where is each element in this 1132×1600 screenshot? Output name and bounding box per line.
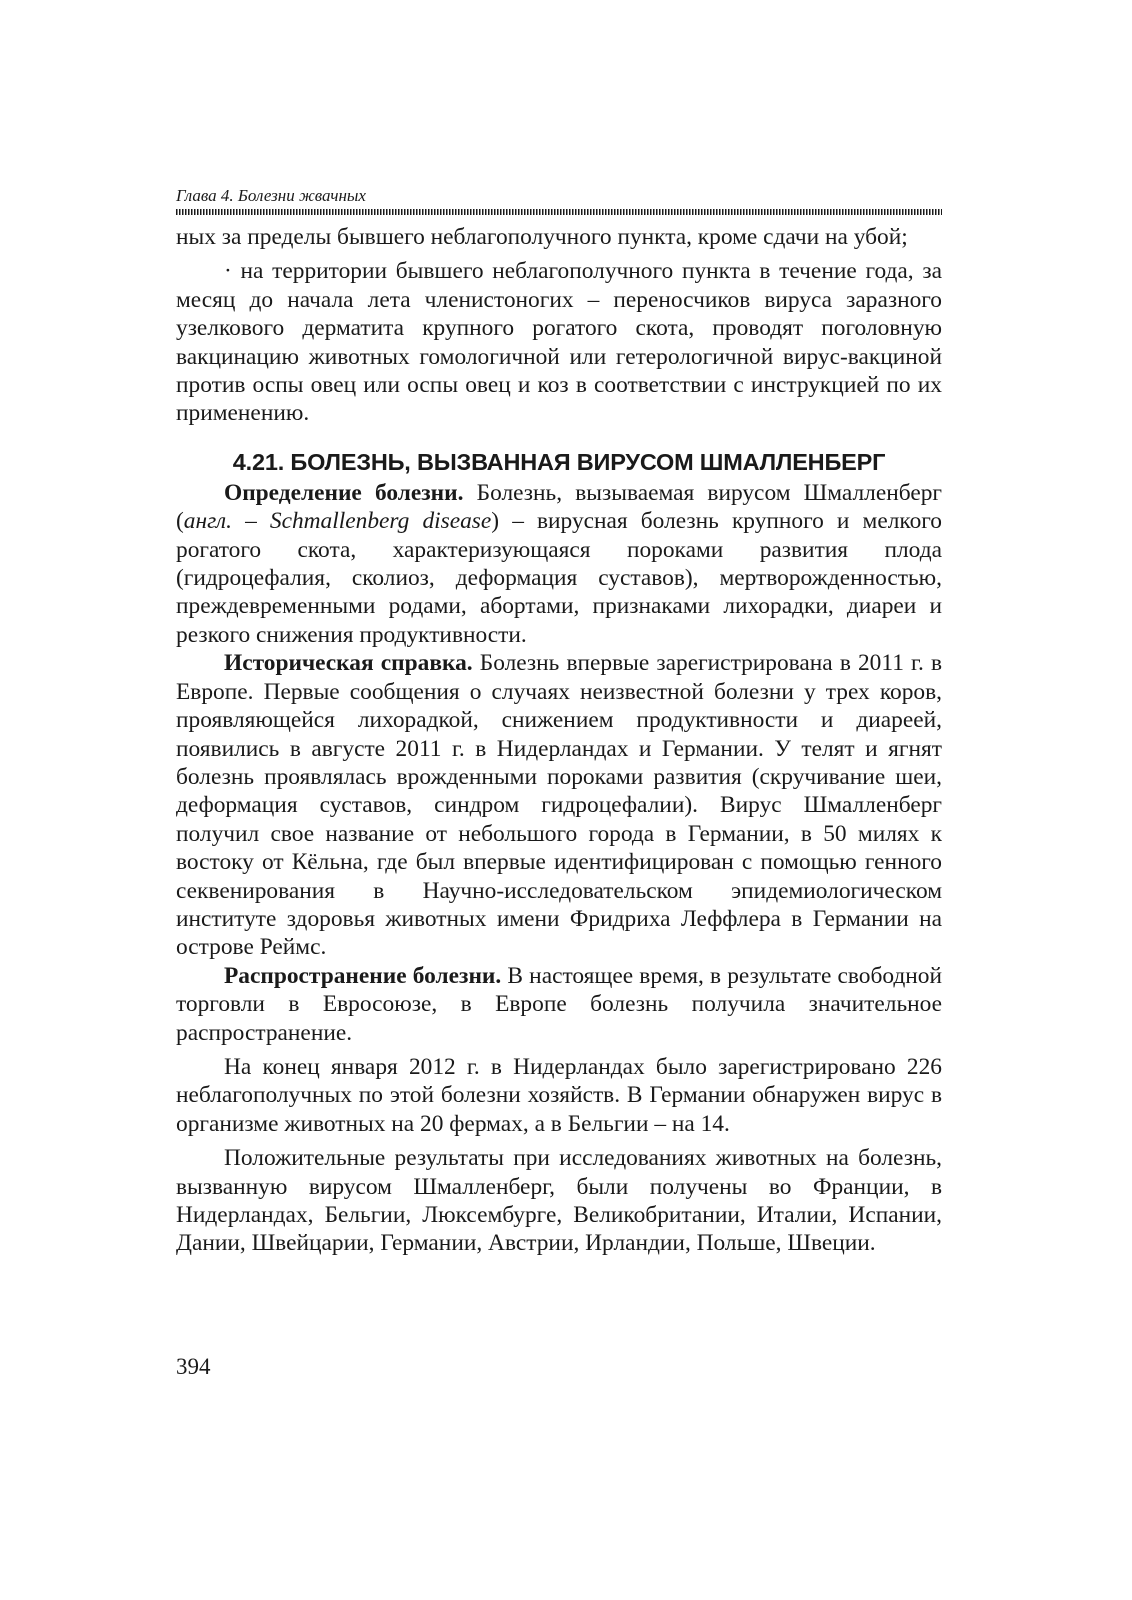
history-text: Болезнь впервые зарегистрирована в 2011 г. в Европе. Первые сообщения о случаях неизвестной болезни у трех коров, проявляющейся лихорадкой, снижением продуктивности и диареей, появились в августе 2011 г. в Нидерландах и Германии. У телят и ягнят болезнь проявлялась врожденными пороками развития (скручивание шеи, деформация суставов, синдром гидроцефалии). Вирус Шмалленберг получил свое название от небольшого города в Германии, в 50 милях к востоку от Кёльна, где был впервые идентифицирован с помощью генного секвенирования в Научно-исследовательском эпидемиологическом институте здоровья животных имени Фридриха Леффлера в Германии на острове Реймс. — [176, 650, 942, 961]
definition-term: Определение болезни. — [224, 479, 464, 506]
body-text — [176, 223, 942, 1258]
spread-text: В настоящее время, в результате свободной торговли в Евросоюзе, в Европе болезнь получила значительное распространение. — [176, 962, 942, 1046]
history-term: Историческая справка. — [224, 650, 473, 677]
paragraph-january-2012: На конец января 2012 г. в Нидерландах было зарегистрировано 226 неблагополучных по этой болезни хозяйств. В Германии обнаружен вирус в организме животных на 20 фермах, а в Бельгии – на 14. — [176, 1053, 942, 1137]
paragraph-spread — [176, 962, 942, 1047]
definition-text-3: ) – вирусная болезнь крупного и мелкого рогатого скота, характеризующаяся пороками развития плода (гидроцефалия, сколиоз, деформация суставов), мертворожденностью, преждевременными родами, абортами, признаками лихорадки, диареи и резкого снижения продуктивности. — [176, 508, 942, 648]
book-page — [176, 185, 942, 1258]
section-title: 4.21. БОЛЕЗНЬ, ВЫЗВАННАЯ ВИРУСОМ ШМАЛЛЕНБЕРГ — [232, 448, 886, 475]
definition-abbr: англ. — [183, 508, 232, 535]
paragraph-bullet-vaccination: · на территории бывшего неблагополучного пункта в течение года, за месяц до начала лета членистоногих – переносчиков вируса заразного узелкового дерматита крупного рогатого скота, проводят поголовную вакцинацию животных гомологичной или гетерологичной вирус-вакциной против оспы овец или оспы овец и коз в соответствии с инструкцией по их применению. — [176, 258, 942, 427]
definition-english-name: Schmallenberg disease — [269, 508, 492, 535]
paragraph-history — [176, 649, 942, 961]
paragraph-positive-results: Положительные результаты при исследованиях животных на болезнь, вызванную вирусом Шмалленберг, были получены во Франции, в Нидерландах, Бельгии, Люксембурге, Великобритании, Италии, Испании, Дании, Швейцарии, Германии, Австрии, Ирландии, Польше, Швеции. — [176, 1145, 942, 1257]
paragraph-continuation: ных за пределы бывшего неблагополучного пункта, кроме сдачи на убой; — [176, 224, 908, 250]
definition-text-2: – — [231, 508, 270, 535]
running-head: Глава 4. Болезни жвачных — [176, 186, 366, 205]
header-rule — [176, 209, 942, 215]
page-number: 394 — [176, 1354, 211, 1379]
spread-term: Распространение болезни. — [224, 962, 502, 989]
paragraph-definition — [176, 479, 942, 649]
definition-text-1: Болезнь, вызываемая вирусом Шмалленберг ( — [176, 479, 942, 535]
